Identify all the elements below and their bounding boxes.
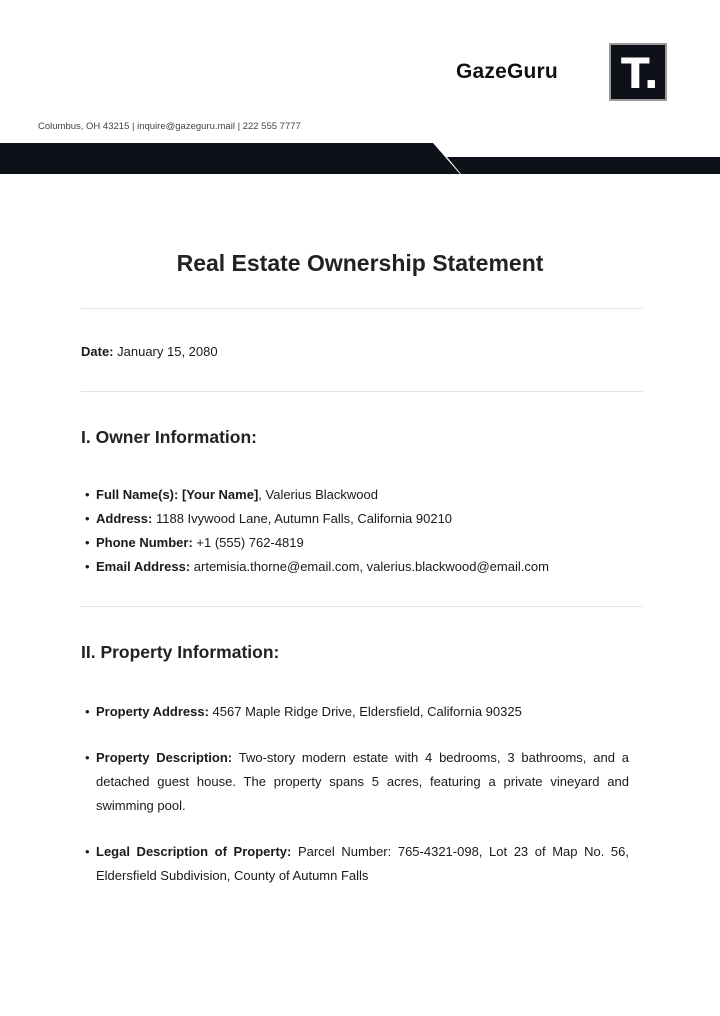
list-item	[81, 555, 629, 579]
list-item	[81, 700, 629, 724]
date-label: Date:	[81, 344, 114, 359]
header-banner	[0, 142, 720, 176]
list-item	[81, 531, 629, 555]
item-value: 4567 Maple Ridge Drive, Eldersfield, California 90325	[208, 704, 522, 719]
divider	[81, 308, 643, 309]
item-label: Property Address:	[96, 704, 209, 719]
item-value: +1 (555) 762-4819	[192, 535, 304, 550]
contact-line: Columbus, OH 43215 | inquire@gazeguru.mail | 222 555 7777	[38, 121, 301, 132]
company-logo	[609, 43, 667, 101]
item-value: artemisia.thorne@email.com, valerius.blackwood@email.com	[190, 559, 549, 574]
banner-right-bar	[447, 157, 720, 174]
list-item	[81, 507, 629, 531]
divider	[81, 606, 643, 607]
item-value: , Valerius Blackwood	[258, 487, 378, 502]
banner-left-bar	[0, 143, 460, 174]
item-value: 1188 Ivywood Lane, Autumn Falls, California 90210	[152, 511, 453, 526]
item-label: Phone Number:	[96, 535, 193, 550]
property-heading: II. Property Information:	[81, 642, 280, 662]
brand-name: GazeGuru	[456, 60, 558, 83]
item-label: Address:	[96, 511, 153, 526]
list-item	[81, 840, 629, 888]
logo-letter: T.	[621, 49, 660, 98]
date-line	[81, 344, 218, 359]
item-label: Full Name(s): [Your Name]	[96, 487, 259, 502]
page-title: Real Estate Ownership Statement	[176, 250, 544, 276]
owner-heading: I. Owner Information:	[81, 427, 257, 447]
property-list	[81, 700, 629, 910]
divider	[81, 391, 643, 392]
owner-list	[81, 483, 629, 579]
item-label: Legal Description of Property:	[96, 844, 292, 859]
item-label: Email Address:	[96, 559, 191, 574]
list-item	[81, 746, 629, 818]
item-value: Parcel Number: 765-4321-098, Lot 23 of Map No. 56, Eldersfield Subdivision, County of Autumn Falls	[96, 844, 629, 883]
item-label: Property Description:	[96, 750, 233, 765]
item-value: Two-story modern estate with 4 bedrooms, 3 bathrooms, and a detached guest house. The property spans 5 acres, featuring a private vineyard and swimming pool.	[96, 750, 629, 813]
list-item	[81, 483, 629, 507]
date-value: January 15, 2080	[113, 344, 218, 359]
